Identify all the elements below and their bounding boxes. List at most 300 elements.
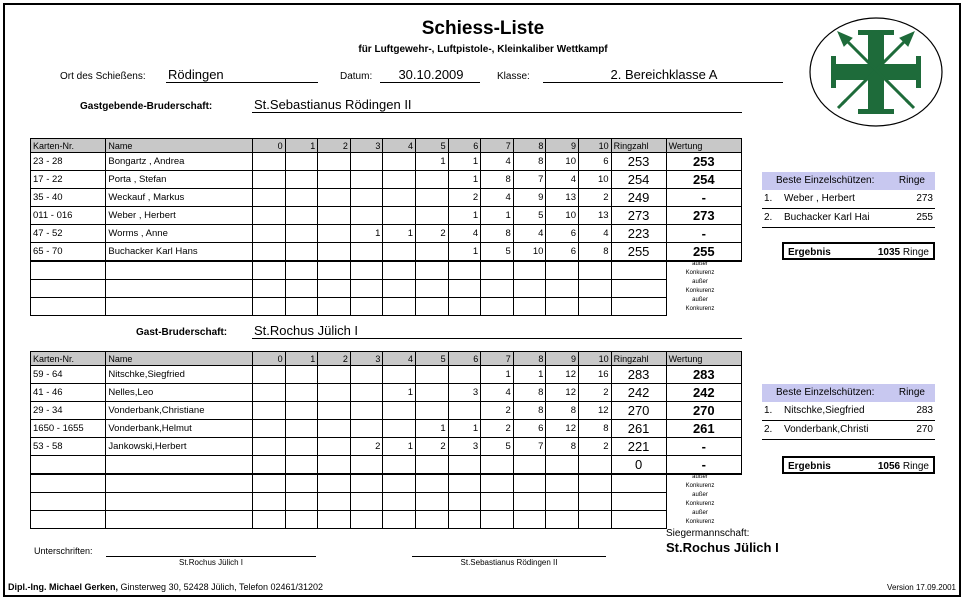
wertung-cell: 254 <box>666 171 741 189</box>
guest-col-header: Karten-Nr. <box>31 352 106 366</box>
empty-cell <box>481 511 514 529</box>
name-cell: Bongartz , Andrea <box>106 153 253 171</box>
score-cell: 1 <box>481 207 514 225</box>
score-cell <box>383 456 416 475</box>
signature-line-right <box>412 556 606 557</box>
karten-nr-cell <box>31 456 106 475</box>
table-row <box>31 384 742 402</box>
ringzahl-cell: 283 <box>611 366 666 384</box>
empty-cell <box>285 511 318 529</box>
empty-cell <box>383 493 416 511</box>
score-cell: 2 <box>416 438 449 456</box>
footer-author-line <box>8 582 323 592</box>
ort-value: Rödingen <box>166 67 318 83</box>
score-cell: 4 <box>481 189 514 207</box>
score-cell: 6 <box>578 153 611 171</box>
ausser-konkurenz-note: außer Konkurenz <box>685 510 715 525</box>
empty-cell <box>611 280 666 298</box>
ausser-konkurenz-note: außer Konkurenz <box>685 474 715 489</box>
score-cell: 16 <box>578 366 611 384</box>
score-cell <box>253 207 286 225</box>
empty-cell <box>513 298 546 316</box>
score-cell: 6 <box>546 243 579 262</box>
guest-col-header: 6 <box>448 352 481 366</box>
name-cell <box>106 456 253 475</box>
host-col-header: Karten-Nr. <box>31 139 106 153</box>
wertung-cell: - <box>666 225 741 243</box>
empty-cell <box>546 261 579 280</box>
host-score-table <box>30 138 742 316</box>
name-cell: Vonderbank,Helmut <box>106 420 253 438</box>
score-cell <box>253 366 286 384</box>
guest-col-header: 1 <box>285 352 318 366</box>
empty-row <box>31 511 742 529</box>
table-row <box>31 225 742 243</box>
guest-ergebnis-value: 1056 <box>877 461 901 472</box>
empty-row <box>31 474 742 493</box>
score-cell <box>253 171 286 189</box>
score-cell: 12 <box>546 420 579 438</box>
empty-cell <box>481 474 514 493</box>
score-cell: 12 <box>546 384 579 402</box>
empty-cell <box>448 493 481 511</box>
score-cell <box>318 225 351 243</box>
wertung-cell: - <box>666 438 741 456</box>
guest-col-header: 10 <box>578 352 611 366</box>
klasse-value: 2. Bereichklasse A <box>543 67 783 83</box>
score-cell <box>318 189 351 207</box>
name-cell: Vonderbank,Christiane <box>106 402 253 420</box>
guest-best-name: Vonderbank,Christi <box>784 424 869 435</box>
score-cell: 1 <box>350 225 383 243</box>
score-cell <box>350 243 383 262</box>
empty-cell <box>350 493 383 511</box>
score-cell: 2 <box>578 189 611 207</box>
score-cell: 10 <box>513 243 546 262</box>
ringzahl-cell: 273 <box>611 207 666 225</box>
score-cell <box>253 456 286 475</box>
empty-cell <box>416 298 449 316</box>
score-cell: 1 <box>481 366 514 384</box>
ausser-konkurenz-note: außer Konkurenz <box>685 492 715 507</box>
empty-cell <box>611 298 666 316</box>
page-title: Schiess-Liste <box>421 18 545 39</box>
karten-nr-cell: 35 - 40 <box>31 189 106 207</box>
cross-arrows-logo <box>808 16 944 128</box>
footer-author: Dipl.-Ing. Michael Gerken, <box>8 582 119 592</box>
empty-cell <box>513 261 546 280</box>
empty-row <box>31 280 742 298</box>
score-cell: 8 <box>578 243 611 262</box>
host-ergebnis-label: Ergebnis <box>788 247 831 258</box>
empty-cell <box>513 493 546 511</box>
score-cell <box>285 366 318 384</box>
table-row <box>31 456 742 475</box>
empty-cell <box>318 261 351 280</box>
empty-cell <box>285 493 318 511</box>
empty-cell <box>578 511 611 529</box>
score-cell: 1 <box>383 438 416 456</box>
empty-cell <box>285 474 318 493</box>
host-best-name: Buchacker Karl Hai <box>784 212 870 223</box>
guest-col-header: 8 <box>513 352 546 366</box>
score-cell <box>318 420 351 438</box>
score-cell <box>416 207 449 225</box>
score-cell <box>383 366 416 384</box>
host-best-header: Beste Einzelschützen: <box>776 175 875 186</box>
score-cell: 10 <box>578 171 611 189</box>
empty-cell <box>611 261 666 280</box>
empty-cell <box>546 493 579 511</box>
empty-cell <box>106 280 253 298</box>
empty-cell <box>481 493 514 511</box>
karten-nr-cell: 59 - 64 <box>31 366 106 384</box>
host-col-header: 9 <box>546 139 579 153</box>
empty-cell <box>578 261 611 280</box>
score-cell: 1 <box>448 171 481 189</box>
karten-nr-cell: 47 - 52 <box>31 225 106 243</box>
ort-label: Ort des Schießens: <box>60 71 146 82</box>
empty-cell <box>481 261 514 280</box>
score-cell <box>416 243 449 262</box>
score-cell: 1 <box>416 420 449 438</box>
score-cell <box>383 207 416 225</box>
score-cell: 8 <box>546 402 579 420</box>
empty-cell <box>106 298 253 316</box>
table-row <box>31 420 742 438</box>
empty-cell <box>106 474 253 493</box>
ringzahl-cell: 270 <box>611 402 666 420</box>
name-cell: Worms , Anne <box>106 225 253 243</box>
host-col-header: 10 <box>578 139 611 153</box>
score-cell <box>285 207 318 225</box>
empty-cell <box>318 493 351 511</box>
datum-value: 30.10.2009 <box>380 67 480 83</box>
empty-cell <box>253 474 286 493</box>
ringzahl-cell: 223 <box>611 225 666 243</box>
score-cell <box>350 189 383 207</box>
score-cell <box>416 366 449 384</box>
empty-cell <box>546 298 579 316</box>
empty-cell <box>416 280 449 298</box>
ringzahl-cell: 253 <box>611 153 666 171</box>
empty-cell <box>285 280 318 298</box>
guest-best-shooters <box>762 384 935 440</box>
score-cell: 5 <box>513 207 546 225</box>
score-cell <box>416 402 449 420</box>
signature-left-name: St.Rochus Jülich I <box>178 558 244 567</box>
empty-cell <box>546 511 579 529</box>
score-cell: 4 <box>481 153 514 171</box>
score-cell: 2 <box>416 225 449 243</box>
score-cell <box>285 225 318 243</box>
score-cell <box>481 456 514 475</box>
ringzahl-cell: 255 <box>611 243 666 262</box>
wertung-cell: 253 <box>666 153 741 171</box>
empty-cell <box>318 474 351 493</box>
score-cell <box>350 153 383 171</box>
score-cell <box>383 171 416 189</box>
score-cell <box>350 384 383 402</box>
score-cell: 10 <box>546 207 579 225</box>
score-cell <box>350 207 383 225</box>
score-cell: 6 <box>546 225 579 243</box>
host-best-ringe: 273 <box>916 193 933 204</box>
score-cell <box>253 384 286 402</box>
score-cell <box>253 420 286 438</box>
empty-cell <box>106 493 253 511</box>
guest-col-header: 0 <box>253 352 286 366</box>
score-cell <box>383 402 416 420</box>
score-cell: 7 <box>513 171 546 189</box>
name-cell: Jankowski,Herbert <box>106 438 253 456</box>
host-col-header: Wertung <box>666 139 741 153</box>
score-cell <box>416 171 449 189</box>
empty-cell <box>318 511 351 529</box>
sieger-value: St.Rochus Jülich I <box>666 540 779 555</box>
host-col-header: 0 <box>253 139 286 153</box>
empty-cell <box>350 280 383 298</box>
score-cell: 1 <box>448 207 481 225</box>
empty-cell <box>253 280 286 298</box>
score-cell <box>350 171 383 189</box>
empty-cell <box>383 280 416 298</box>
guest-col-header: Wertung <box>666 352 741 366</box>
wertung-cell: 283 <box>666 366 741 384</box>
ausser-konkurenz-note: außer Konkurenz <box>685 297 715 312</box>
empty-cell <box>106 261 253 280</box>
host-label: Gastgebende-Bruderschaft: <box>80 101 213 112</box>
score-cell <box>383 153 416 171</box>
table-row <box>31 153 742 171</box>
empty-cell <box>448 261 481 280</box>
score-cell: 1 <box>513 366 546 384</box>
empty-cell <box>578 474 611 493</box>
score-cell <box>383 189 416 207</box>
score-cell <box>350 456 383 475</box>
score-cell <box>350 402 383 420</box>
score-cell <box>285 438 318 456</box>
score-cell: 4 <box>481 384 514 402</box>
score-cell: 12 <box>578 402 611 420</box>
empty-cell <box>416 511 449 529</box>
score-cell <box>253 225 286 243</box>
name-cell: Weber , Herbert <box>106 207 253 225</box>
score-cell <box>546 456 579 475</box>
empty-cell <box>350 474 383 493</box>
empty-cell <box>285 261 318 280</box>
score-cell <box>448 402 481 420</box>
score-cell: 2 <box>578 384 611 402</box>
score-cell: 8 <box>513 153 546 171</box>
wertung-cell: 270 <box>666 402 741 420</box>
score-cell: 13 <box>578 207 611 225</box>
host-ergebnis-value: 1035 <box>877 247 901 258</box>
score-cell: 2 <box>481 420 514 438</box>
host-col-header: 1 <box>285 139 318 153</box>
empty-cell <box>285 298 318 316</box>
name-cell: Nitschke,Siegfried <box>106 366 253 384</box>
empty-cell <box>611 474 666 493</box>
empty-cell <box>578 280 611 298</box>
ringzahl-cell: 261 <box>611 420 666 438</box>
score-cell <box>285 243 318 262</box>
guest-score-table <box>30 351 742 529</box>
score-cell <box>383 243 416 262</box>
guest-col-header: 7 <box>481 352 514 366</box>
wertung-cell: 255 <box>666 243 741 262</box>
score-cell: 5 <box>481 243 514 262</box>
host-col-header: Ringzahl <box>611 139 666 153</box>
empty-cell <box>253 261 286 280</box>
score-cell <box>285 420 318 438</box>
score-cell <box>318 384 351 402</box>
score-cell <box>253 189 286 207</box>
score-cell <box>285 171 318 189</box>
host-col-header: 3 <box>350 139 383 153</box>
score-cell: 8 <box>578 420 611 438</box>
empty-cell <box>448 511 481 529</box>
karten-nr-cell: 23 - 28 <box>31 153 106 171</box>
host-col-header: Name <box>106 139 253 153</box>
score-cell: 10 <box>546 153 579 171</box>
score-cell: 3 <box>448 438 481 456</box>
score-cell <box>448 456 481 475</box>
empty-cell <box>253 298 286 316</box>
guest-col-header: 9 <box>546 352 579 366</box>
host-best-ringe: 255 <box>916 212 933 223</box>
empty-row <box>31 298 742 316</box>
version-label: Version 17.09.2001 <box>887 583 956 592</box>
score-cell <box>253 153 286 171</box>
empty-cell <box>416 474 449 493</box>
score-cell <box>318 153 351 171</box>
score-cell: 8 <box>481 225 514 243</box>
score-cell <box>318 456 351 475</box>
host-col-header: 8 <box>513 139 546 153</box>
empty-cell <box>448 298 481 316</box>
score-cell <box>416 384 449 402</box>
host-col-header: 2 <box>318 139 351 153</box>
empty-cell <box>350 511 383 529</box>
ausser-konkurenz-note: außer Konkurenz <box>685 261 715 276</box>
score-cell: 1 <box>383 225 416 243</box>
score-cell <box>253 402 286 420</box>
host-header-row <box>31 139 742 153</box>
karten-nr-cell: 53 - 58 <box>31 438 106 456</box>
wertung-cell: 261 <box>666 420 741 438</box>
guest-col-header: Ringzahl <box>611 352 666 366</box>
score-cell: 6 <box>513 420 546 438</box>
wertung-cell: - <box>666 189 741 207</box>
host-name: St.Sebastianus Rödingen II <box>252 97 742 113</box>
name-cell: Buchacker Karl Hans <box>106 243 253 262</box>
score-cell: 1 <box>416 153 449 171</box>
score-cell: 3 <box>448 384 481 402</box>
empty-cell <box>350 261 383 280</box>
empty-cell <box>383 298 416 316</box>
signature-right-name: St.Sebastianus Rödingen II <box>460 558 558 567</box>
guest-name: St.Rochus Jülich I <box>252 323 742 339</box>
wertung-cell: 242 <box>666 384 741 402</box>
empty-cell <box>546 280 579 298</box>
score-cell: 7 <box>513 438 546 456</box>
guest-col-header: 4 <box>383 352 416 366</box>
table-row <box>31 189 742 207</box>
sieger-label: Siegermannschaft: <box>666 528 750 539</box>
host-best-rank: 1. <box>764 193 773 204</box>
karten-nr-cell: 011 - 016 <box>31 207 106 225</box>
score-cell <box>285 402 318 420</box>
empty-cell <box>513 280 546 298</box>
score-cell: 8 <box>513 384 546 402</box>
host-ergebnis-unit: Ringe <box>902 247 929 258</box>
karten-nr-cell: 17 - 22 <box>31 171 106 189</box>
empty-cell <box>253 511 286 529</box>
score-cell <box>285 456 318 475</box>
table-row <box>31 171 742 189</box>
wertung-cell: 273 <box>666 207 741 225</box>
empty-cell <box>318 298 351 316</box>
guest-label: Gast-Bruderschaft: <box>136 327 228 338</box>
host-ergebnis-box <box>782 242 935 260</box>
host-col-header: 5 <box>416 139 449 153</box>
empty-cell <box>611 511 666 529</box>
wertung-cell: - <box>666 456 741 475</box>
datum-label: Datum: <box>340 71 373 82</box>
empty-cell <box>513 511 546 529</box>
guest-best-ringe: 270 <box>916 424 933 435</box>
guest-col-header: 2 <box>318 352 351 366</box>
score-cell: 2 <box>448 189 481 207</box>
empty-cell <box>350 298 383 316</box>
score-cell <box>318 207 351 225</box>
host-best-shooters <box>762 172 935 228</box>
unterschriften-label: Unterschriften: <box>34 546 93 556</box>
score-cell: 4 <box>578 225 611 243</box>
score-cell <box>285 189 318 207</box>
ringzahl-cell: 0 <box>611 456 666 475</box>
name-cell: Weckauf , Markus <box>106 189 253 207</box>
ringzahl-cell: 249 <box>611 189 666 207</box>
guest-best-name: Nitschke,Siegfried <box>784 405 865 416</box>
host-col-header: 6 <box>448 139 481 153</box>
score-cell <box>513 456 546 475</box>
score-cell <box>318 438 351 456</box>
score-cell: 4 <box>448 225 481 243</box>
score-cell <box>318 402 351 420</box>
host-col-header: 4 <box>383 139 416 153</box>
score-cell <box>253 243 286 262</box>
footer-address: Ginsterweg 30, 52428 Jülich, Telefon 02461/31202 <box>120 582 324 592</box>
score-cell <box>285 153 318 171</box>
guest-best-rank: 2. <box>764 424 773 435</box>
guest-col-header: 5 <box>416 352 449 366</box>
empty-cell <box>448 280 481 298</box>
score-cell: 4 <box>546 171 579 189</box>
empty-cell <box>31 261 106 280</box>
host-best-unit: Ringe <box>898 175 925 186</box>
score-cell <box>318 243 351 262</box>
score-cell: 8 <box>513 402 546 420</box>
score-cell: 1 <box>448 153 481 171</box>
empty-cell <box>611 493 666 511</box>
table-row <box>31 402 742 420</box>
name-cell: Nelles,Leo <box>106 384 253 402</box>
empty-cell <box>383 511 416 529</box>
guest-col-header: 3 <box>350 352 383 366</box>
empty-cell <box>513 474 546 493</box>
